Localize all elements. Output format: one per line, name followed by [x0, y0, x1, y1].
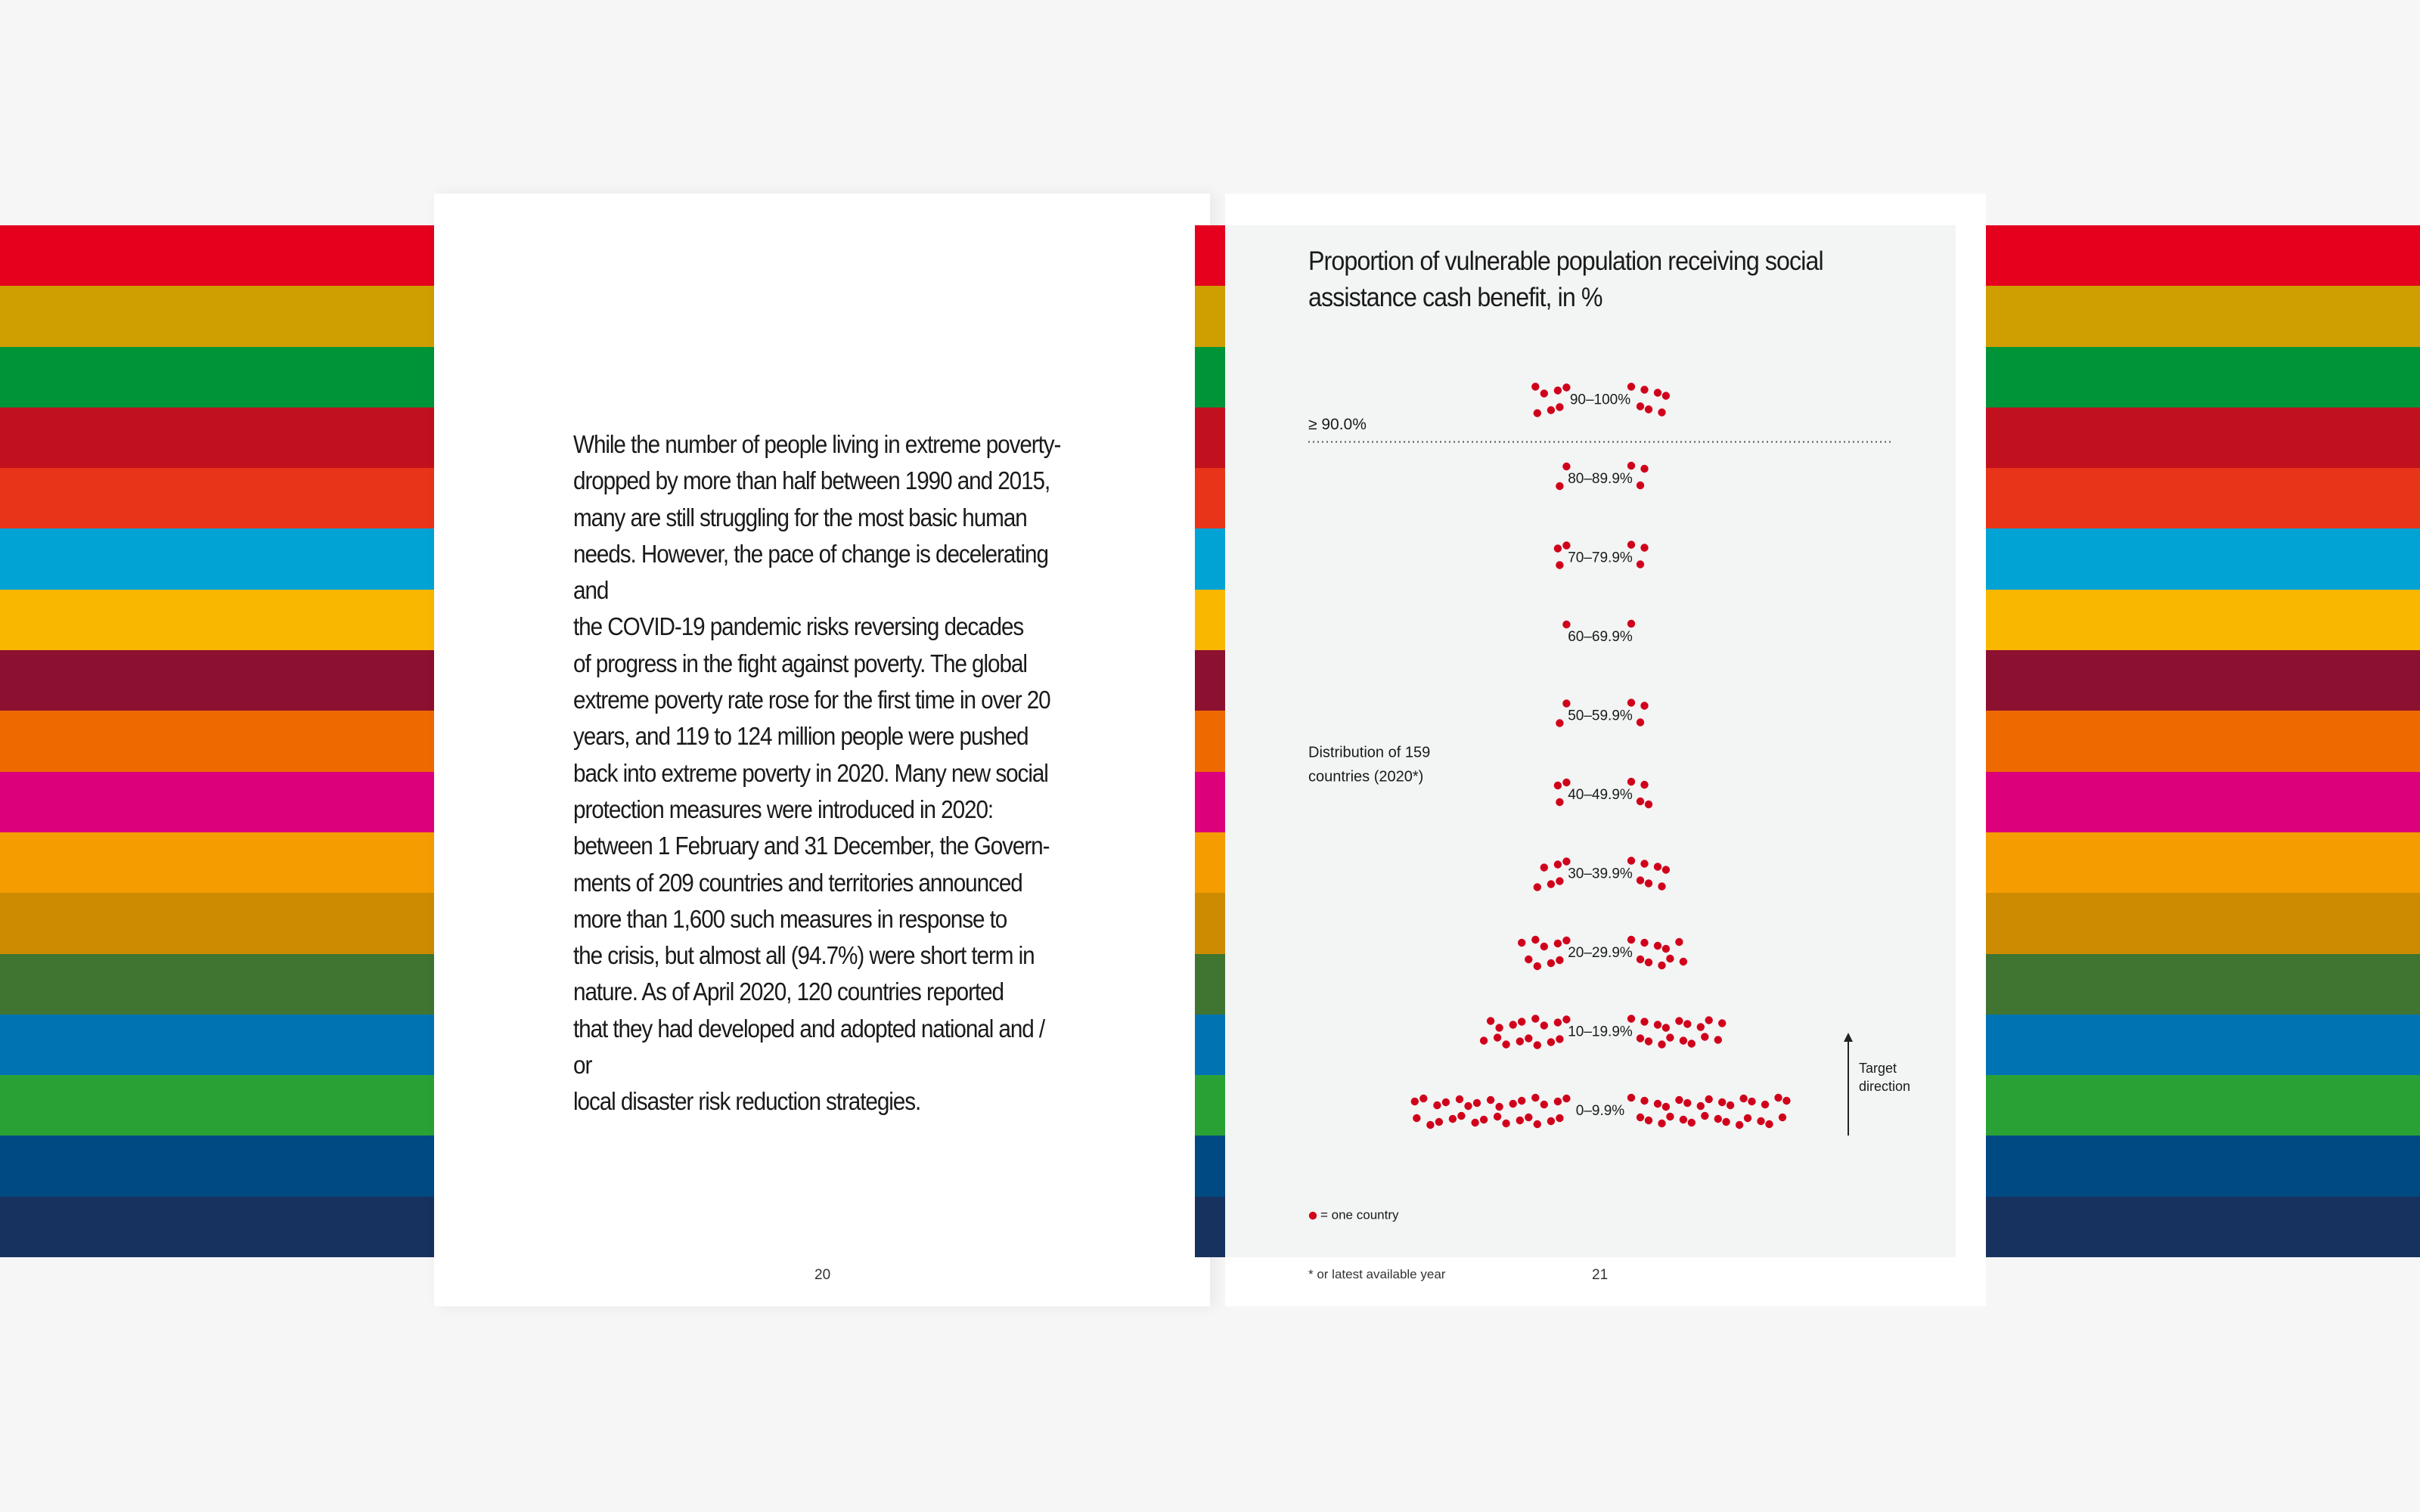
color-stripe	[0, 225, 434, 286]
country-dot	[1645, 1037, 1652, 1045]
category-label: 30–39.9%	[1568, 866, 1633, 882]
country-dot	[1714, 1115, 1722, 1123]
color-stripe	[0, 468, 434, 528]
sdg-color-stripes-right	[1986, 225, 2420, 1257]
color-stripe	[1986, 1015, 2420, 1075]
country-dot	[1518, 1097, 1525, 1105]
body-text-line: the crisis, but almost all (94.7%) were short term in	[573, 941, 1035, 970]
category-label: 40–49.9%	[1568, 787, 1633, 804]
country-dot	[1658, 1120, 1665, 1127]
country-dot	[1556, 719, 1563, 727]
country-dot	[1562, 621, 1570, 628]
country-dot	[1718, 1019, 1726, 1027]
body-text-line: that they had developed and adopted national and / or	[573, 1014, 1045, 1080]
country-dot	[1701, 1112, 1708, 1120]
country-dot	[1442, 1098, 1450, 1106]
country-dot	[1457, 1112, 1465, 1120]
country-dot	[1525, 956, 1532, 963]
category-label: 0–9.9%	[1575, 1103, 1625, 1120]
country-dot	[1433, 1101, 1441, 1109]
body-text-line: years, and 119 to 124 million people were pushed	[573, 722, 1028, 751]
body-text-line: ments of 209 countries and territories announced	[573, 868, 1022, 897]
country-dot	[1413, 1114, 1420, 1122]
country-dot	[1640, 1018, 1648, 1025]
body-text-line: the COVID-19 pandemic risks reversing decades	[573, 612, 1024, 641]
country-dot	[1556, 798, 1563, 806]
country-dot	[1662, 1103, 1670, 1111]
country-dot	[1516, 1117, 1524, 1124]
country-dot	[1419, 1095, 1427, 1102]
color-stripe	[1986, 832, 2420, 893]
chart-title-line-1: Proportion of vulnerable population receiving social	[1308, 246, 1823, 276]
country-dot	[1765, 1120, 1773, 1128]
country-dot	[1487, 1017, 1494, 1024]
color-stripe	[0, 711, 434, 771]
category-label: 10–19.9%	[1568, 1024, 1633, 1040]
country-dot	[1757, 1117, 1764, 1125]
country-dot	[1637, 798, 1644, 805]
right-page	[1225, 194, 1986, 1306]
country-dot	[1658, 882, 1665, 890]
color-stripe	[0, 1197, 434, 1257]
country-dot	[1473, 1099, 1481, 1107]
color-stripe	[1195, 1136, 1225, 1196]
color-stripe	[1986, 954, 2420, 1015]
color-stripe	[1195, 528, 1225, 589]
country-dot	[1534, 883, 1541, 891]
country-dot	[1540, 1021, 1548, 1029]
color-stripe	[0, 1015, 434, 1075]
country-dot	[1662, 866, 1670, 873]
country-dot	[1435, 1118, 1443, 1126]
country-dot	[1697, 1023, 1705, 1030]
country-dot	[1637, 402, 1644, 410]
country-dot	[1495, 1024, 1503, 1031]
country-dot	[1547, 1117, 1555, 1125]
country-dot	[1495, 1103, 1503, 1111]
country-dot	[1722, 1118, 1730, 1126]
category-label: 50–59.9%	[1568, 708, 1633, 724]
country-dot	[1736, 1121, 1743, 1129]
country-dot	[1556, 956, 1563, 964]
country-dot	[1554, 782, 1562, 789]
color-stripe	[0, 772, 434, 832]
country-dot	[1562, 857, 1570, 865]
country-dot	[1540, 1101, 1548, 1108]
country-dot	[1556, 1114, 1563, 1122]
color-stripe	[1195, 650, 1225, 711]
country-dot	[1666, 1033, 1674, 1041]
country-dot	[1637, 560, 1644, 568]
country-dot	[1562, 463, 1570, 470]
country-dot	[1480, 1116, 1488, 1123]
country-dot	[1654, 863, 1661, 870]
country-dot	[1705, 1016, 1713, 1024]
country-dot	[1556, 403, 1563, 411]
country-dot	[1761, 1101, 1769, 1108]
country-dot	[1705, 1095, 1713, 1103]
country-dot	[1554, 940, 1562, 947]
color-stripe	[1986, 711, 2420, 771]
country-dot	[1727, 1101, 1734, 1109]
body-text-line: more than 1,600 such measures in response to	[573, 904, 1007, 933]
color-stripe	[1195, 1075, 1225, 1136]
country-dot	[1562, 1095, 1570, 1102]
country-dot	[1531, 383, 1539, 390]
country-dot	[1540, 389, 1548, 397]
country-dot	[1654, 389, 1661, 396]
country-dot	[1683, 1020, 1691, 1027]
country-dot	[1680, 1036, 1687, 1044]
country-dot	[1518, 939, 1525, 947]
country-dot	[1640, 465, 1648, 472]
country-dot	[1554, 544, 1562, 552]
country-dot	[1480, 1036, 1488, 1044]
body-text-line: needs. However, the pace of change is decelerating and	[573, 539, 1048, 605]
color-stripe	[0, 954, 434, 1015]
chart-title-line-2: assistance cash benefit, in %	[1308, 283, 1602, 312]
country-dot	[1640, 781, 1648, 789]
target-label-line: direction	[1859, 1078, 1911, 1094]
country-dot	[1701, 1033, 1708, 1040]
country-dot	[1658, 408, 1665, 416]
country-dot	[1640, 939, 1648, 947]
country-dot	[1637, 956, 1644, 963]
country-dot	[1666, 955, 1674, 962]
country-dot	[1411, 1098, 1419, 1105]
country-dot	[1654, 1100, 1661, 1108]
color-stripe	[0, 528, 434, 589]
country-dot	[1662, 1024, 1670, 1031]
body-text-line: extreme poverty rate rose for the first time in over 20	[573, 686, 1050, 714]
country-dot	[1680, 1116, 1687, 1123]
country-dot	[1645, 405, 1652, 413]
country-dot	[1449, 1115, 1457, 1123]
color-stripe	[1986, 225, 2420, 286]
country-dot	[1637, 1034, 1644, 1042]
country-dot	[1654, 942, 1661, 950]
body-text-line: local disaster risk reduction strategies.	[573, 1087, 921, 1116]
country-dot	[1688, 1119, 1696, 1126]
body-text-line: of progress in the fight against poverty. The global	[573, 649, 1027, 677]
country-dot	[1697, 1102, 1705, 1110]
color-stripe	[1986, 1075, 2420, 1136]
country-dot	[1562, 937, 1570, 944]
country-dot	[1637, 482, 1644, 489]
country-dot	[1654, 1021, 1661, 1028]
country-dot	[1464, 1102, 1472, 1110]
country-dot	[1471, 1119, 1478, 1126]
color-stripe	[1195, 832, 1225, 893]
country-dot	[1516, 1037, 1524, 1045]
country-dot	[1554, 860, 1562, 868]
left-page	[434, 194, 1210, 1306]
country-dot	[1683, 1099, 1691, 1107]
category-label: 80–89.9%	[1568, 471, 1633, 488]
country-dot	[1627, 699, 1635, 706]
country-dot	[1525, 1114, 1532, 1121]
country-dot	[1627, 1094, 1635, 1101]
color-stripe	[1986, 286, 2420, 346]
color-stripe	[0, 1136, 434, 1196]
category-label: 60–69.9%	[1568, 629, 1633, 646]
country-dot	[1640, 860, 1648, 867]
color-stripe	[1986, 1136, 2420, 1196]
country-dot	[1627, 1015, 1635, 1022]
country-dot	[1714, 1036, 1722, 1043]
country-dot	[1658, 1040, 1665, 1048]
country-dot	[1556, 877, 1563, 885]
country-dot	[1627, 620, 1635, 627]
country-dot	[1640, 702, 1648, 709]
category-label: 70–79.9%	[1568, 550, 1633, 566]
country-dot	[1658, 962, 1665, 969]
color-stripe	[1986, 468, 2420, 528]
country-dot	[1748, 1098, 1755, 1105]
category-row	[1562, 620, 1635, 628]
country-dot	[1627, 778, 1635, 785]
country-dot	[1509, 1100, 1517, 1108]
country-dot	[1531, 1094, 1539, 1101]
country-dot	[1554, 386, 1562, 394]
country-dot	[1525, 1034, 1532, 1042]
country-dot	[1627, 383, 1635, 390]
country-dot	[1562, 699, 1570, 707]
color-stripe	[1986, 650, 2420, 711]
body-text-line: many are still struggling for the most basic human	[573, 503, 1027, 531]
color-stripe	[0, 347, 434, 407]
country-dot	[1637, 718, 1644, 726]
threshold-label: ≥ 90.0%	[1308, 416, 1367, 434]
left-page-number: 20	[814, 1267, 831, 1283]
country-dot	[1547, 959, 1555, 967]
country-dot	[1547, 406, 1555, 414]
color-stripe	[0, 650, 434, 711]
color-stripe	[1195, 468, 1225, 528]
country-dot	[1637, 876, 1644, 884]
color-stripe	[1986, 893, 2420, 953]
body-text-line: While the number of people living in extreme poverty-	[573, 430, 1061, 458]
color-stripe	[1986, 407, 2420, 468]
country-dot	[1645, 1117, 1652, 1124]
color-stripe	[0, 1075, 434, 1136]
country-dot	[1556, 561, 1563, 569]
country-dot	[1540, 863, 1548, 871]
color-stripe	[1195, 225, 1225, 286]
country-dot	[1662, 945, 1670, 953]
country-dot	[1562, 383, 1570, 391]
body-text-line: back into extreme poverty in 2020. Many new social	[573, 758, 1048, 787]
color-stripe	[1986, 528, 2420, 589]
country-dot	[1627, 857, 1635, 864]
right-page-number: 21	[1592, 1267, 1609, 1283]
body-text	[573, 426, 1063, 1120]
category-label: 20–29.9%	[1568, 945, 1633, 962]
color-stripe	[0, 893, 434, 953]
country-dot	[1718, 1098, 1726, 1106]
country-dot	[1502, 1040, 1509, 1048]
color-stripe	[1195, 1197, 1225, 1257]
country-dot	[1645, 879, 1652, 887]
country-dot	[1779, 1114, 1786, 1121]
legend-dot	[1309, 1212, 1317, 1219]
country-dot	[1640, 386, 1648, 393]
color-stripe	[1195, 590, 1225, 650]
country-dot	[1662, 392, 1670, 399]
country-dot	[1487, 1096, 1494, 1104]
country-dot	[1739, 1095, 1747, 1102]
country-dot	[1534, 1041, 1541, 1049]
country-dot	[1645, 959, 1652, 966]
country-dot	[1556, 1035, 1563, 1043]
color-stripe	[0, 832, 434, 893]
body-text-line: dropped by more than half between 1990 and 2015,	[573, 466, 1050, 495]
country-dot	[1534, 1120, 1541, 1128]
country-dot	[1531, 1015, 1539, 1022]
color-stripe	[0, 286, 434, 346]
country-dot	[1494, 1113, 1501, 1120]
color-stripe	[1195, 893, 1225, 953]
color-stripe	[1195, 711, 1225, 771]
country-dot	[1627, 936, 1635, 943]
color-stripe	[0, 407, 434, 468]
country-dot	[1562, 541, 1570, 549]
country-dot	[1518, 1018, 1525, 1025]
country-dot	[1627, 541, 1635, 548]
color-stripe	[1986, 590, 2420, 650]
distribution-label-line: countries (2020*)	[1308, 768, 1424, 785]
country-dot	[1744, 1114, 1751, 1122]
country-dot	[1666, 1113, 1674, 1120]
target-label-line: Target	[1859, 1060, 1897, 1076]
distribution-label-line: Distribution of 159	[1308, 744, 1431, 761]
country-dot	[1556, 482, 1563, 490]
country-dot	[1547, 880, 1555, 888]
color-stripe	[1195, 347, 1225, 407]
country-dot	[1562, 779, 1570, 786]
country-dot	[1640, 544, 1648, 551]
country-dot	[1645, 801, 1652, 808]
chart-footnote: * or latest available year	[1308, 1267, 1446, 1281]
country-dot	[1534, 962, 1541, 970]
country-dot	[1554, 1098, 1562, 1105]
country-dot	[1680, 958, 1687, 965]
category-label: 90–100%	[1569, 392, 1631, 408]
country-dot	[1627, 462, 1635, 469]
body-text-line: between 1 February and 31 December, the Govern-	[573, 832, 1050, 860]
country-dot	[1534, 409, 1541, 417]
color-stripe	[0, 590, 434, 650]
color-stripe	[1195, 286, 1225, 346]
arrow-up-icon	[1844, 1033, 1853, 1042]
country-dot	[1675, 1017, 1683, 1024]
body-text-line: nature. As of April 2020, 120 countries reported	[573, 978, 1004, 1006]
color-stripe	[1195, 407, 1225, 468]
country-dot	[1502, 1120, 1509, 1127]
color-stripe	[1986, 772, 2420, 832]
country-dot	[1456, 1095, 1463, 1103]
sdg-color-stripes-gutter	[1195, 225, 1225, 1257]
color-stripe	[1195, 1015, 1225, 1075]
body-text-line: protection measures were introduced in 2020:	[573, 795, 994, 823]
country-dot	[1540, 943, 1548, 950]
country-dot	[1547, 1038, 1555, 1046]
country-dot	[1637, 1114, 1644, 1121]
country-dot	[1509, 1021, 1517, 1028]
legend-label: = one country	[1320, 1207, 1399, 1222]
country-dot	[1688, 1040, 1696, 1047]
country-dot	[1554, 1018, 1562, 1026]
color-stripe	[1195, 954, 1225, 1015]
sdg-color-stripes-left	[0, 225, 434, 1257]
country-dot	[1531, 936, 1539, 943]
country-dot	[1494, 1033, 1501, 1041]
country-dot	[1675, 938, 1683, 946]
country-dot	[1562, 1015, 1570, 1023]
country-dot	[1640, 1097, 1648, 1105]
country-dot	[1782, 1097, 1790, 1105]
country-dot	[1675, 1096, 1683, 1104]
country-dot	[1774, 1094, 1782, 1101]
color-stripe	[1986, 1197, 2420, 1257]
color-stripe	[1986, 347, 2420, 407]
beeswarm-chart	[1225, 194, 1986, 1306]
color-stripe	[1195, 772, 1225, 832]
country-dot	[1426, 1121, 1434, 1129]
